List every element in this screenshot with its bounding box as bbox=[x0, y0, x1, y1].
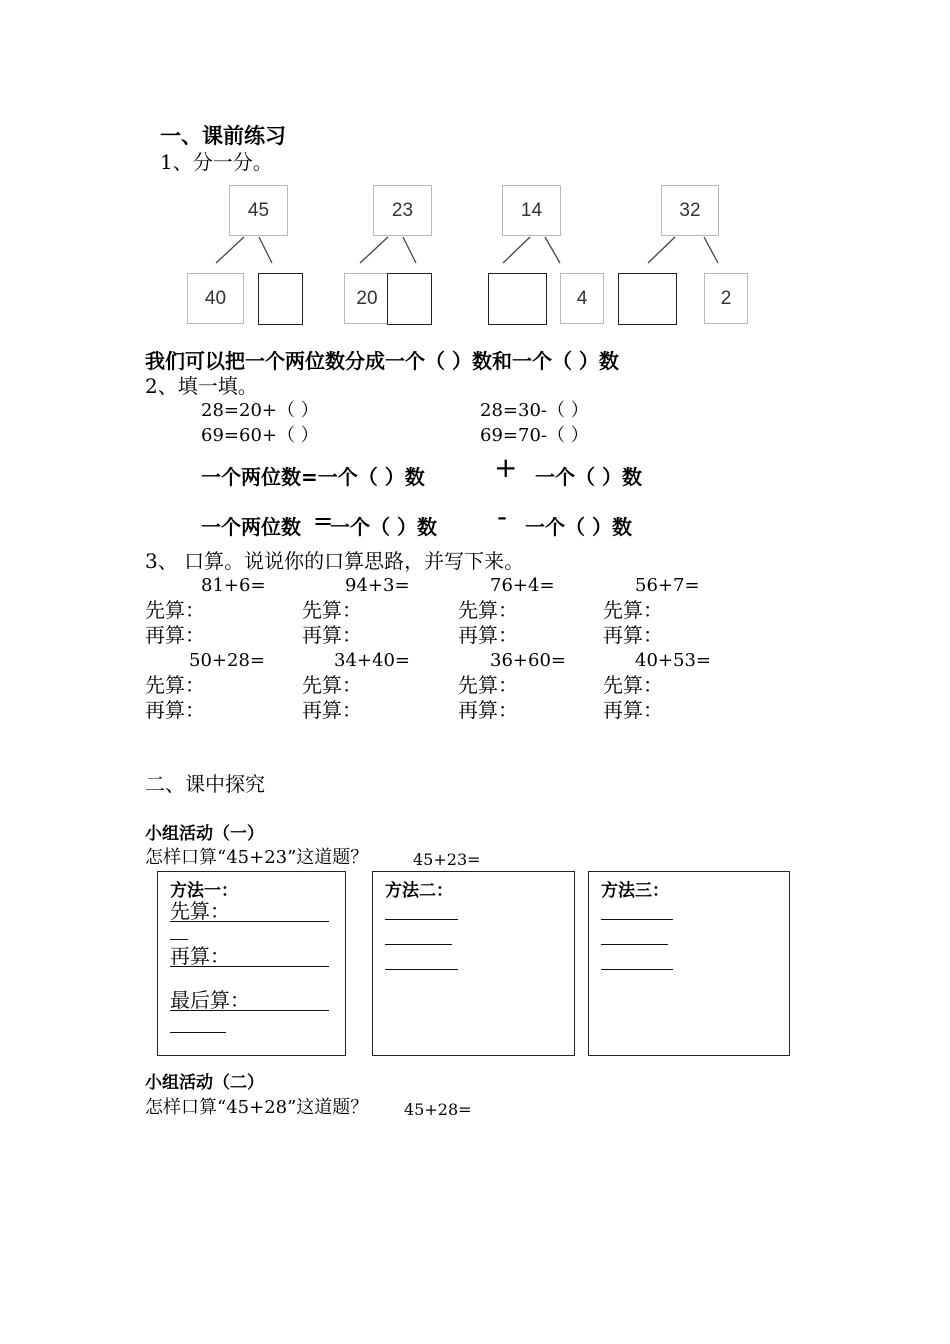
method3-line-2[interactable] bbox=[601, 944, 668, 945]
method1-first-label: 先算： bbox=[170, 899, 230, 923]
then-label: 再算： bbox=[145, 623, 205, 647]
q3-title: 3、 口算。说说你的口算思路，并写下来。 bbox=[145, 549, 525, 573]
then-label: 再算： bbox=[145, 698, 205, 722]
tree1-top-box: 45 bbox=[229, 185, 288, 236]
then-label: 再算： bbox=[603, 698, 663, 722]
tree3-top-box: 14 bbox=[502, 185, 561, 236]
tree2-right-branch bbox=[403, 237, 416, 263]
plus-sign: + bbox=[494, 451, 518, 484]
q1-title: 1、分一分。 bbox=[160, 150, 273, 174]
q3-expr-1: 81+6= bbox=[201, 575, 266, 596]
q3-expr-3: 76+4= bbox=[490, 575, 555, 596]
q3-expr-2: 94+3= bbox=[345, 575, 410, 596]
method1-last-label: 最后算： bbox=[170, 988, 250, 1012]
then-label: 再算： bbox=[603, 623, 663, 647]
tree4-left-branch bbox=[648, 237, 675, 263]
method1-first-line-cont bbox=[170, 939, 188, 940]
method2-line-3[interactable] bbox=[385, 969, 458, 970]
then-label: 再算： bbox=[302, 698, 362, 722]
q3-expr-5: 50+28= bbox=[189, 650, 265, 671]
q2-rule1-right: 一个（ ）数 bbox=[535, 465, 642, 489]
first-label: 先算： bbox=[603, 598, 663, 622]
q2-eq-2: 28=30-（ ） bbox=[480, 400, 589, 421]
q2-rule2-right: 一个（ ）数 bbox=[525, 515, 632, 539]
then-label: 再算： bbox=[458, 698, 518, 722]
first-label: 先算： bbox=[145, 673, 205, 697]
q2-rule1-left: 一个两位数=一个（ ）数 bbox=[201, 465, 425, 489]
activity1-question: 怎样口算“45+23”这道题？ bbox=[145, 847, 369, 868]
tree3-right-branch bbox=[545, 237, 560, 263]
then-label: 再算： bbox=[458, 623, 518, 647]
q2-rule2-left: 一个两位数 bbox=[201, 515, 301, 539]
method1-then-line[interactable] bbox=[170, 966, 329, 967]
tree1-left-box: 40 bbox=[187, 273, 244, 324]
first-label: 先算： bbox=[458, 673, 518, 697]
equals-sign: = bbox=[313, 507, 334, 535]
activity1-title: 小组活动（一） bbox=[145, 824, 264, 844]
q1-conclusion: 我们可以把一个两位数分成一个（ ）数和一个（ ）数 bbox=[145, 349, 619, 373]
activity1-equation: 45+23= bbox=[413, 850, 481, 869]
method1-then-label: 再算： bbox=[170, 944, 230, 968]
q3-expr-7: 36+60= bbox=[490, 650, 566, 671]
tree1-answer-box[interactable] bbox=[258, 273, 303, 325]
section2-title: 二、课中探究 bbox=[145, 772, 265, 796]
tree2-top-box: 23 bbox=[373, 185, 432, 236]
q3-expr-8: 40+53= bbox=[635, 650, 711, 671]
tree3-answer-box[interactable] bbox=[488, 273, 547, 325]
method3-line-3[interactable] bbox=[601, 969, 673, 970]
first-label: 先算： bbox=[145, 598, 205, 622]
tree4-right-box: 2 bbox=[704, 273, 748, 324]
tree1-left-branch bbox=[216, 237, 244, 263]
method1-title: 方法一： bbox=[170, 881, 238, 901]
section1-title: 一、课前练习 bbox=[160, 124, 286, 148]
activity2-title: 小组活动（二） bbox=[145, 1073, 264, 1093]
tree4-answer-box[interactable] bbox=[618, 273, 677, 325]
method2-line-1[interactable] bbox=[385, 919, 458, 920]
activity2-question: 怎样口算“45+28”这道题？ bbox=[145, 1097, 369, 1118]
first-label: 先算： bbox=[458, 598, 518, 622]
first-label: 先算： bbox=[302, 598, 362, 622]
first-label: 先算： bbox=[302, 673, 362, 697]
method1-last-line-cont bbox=[170, 1032, 226, 1033]
tree3-left-branch bbox=[503, 237, 530, 263]
method3-line-1[interactable] bbox=[601, 919, 673, 920]
method2-line-2[interactable] bbox=[385, 944, 452, 945]
tree4-top-box: 32 bbox=[661, 185, 719, 236]
method3-title: 方法三： bbox=[601, 881, 669, 901]
tree1-right-branch bbox=[259, 237, 272, 263]
tree2-left-box: 20 bbox=[344, 273, 390, 324]
tree4-right-branch bbox=[704, 237, 718, 263]
q2-rule2-middle: 一个（ ）数 bbox=[330, 515, 437, 539]
tree2-left-branch bbox=[360, 237, 388, 263]
minus-sign: - bbox=[497, 500, 508, 533]
method1-first-line[interactable] bbox=[170, 921, 329, 922]
method1-last-line[interactable] bbox=[170, 1010, 329, 1011]
q2-eq-4: 69=70-（ ） bbox=[480, 425, 589, 446]
method2-title: 方法二： bbox=[385, 881, 453, 901]
first-label: 先算： bbox=[603, 673, 663, 697]
then-label: 再算： bbox=[302, 623, 362, 647]
q2-title: 2、填一填。 bbox=[145, 374, 258, 398]
tree3-right-box: 4 bbox=[560, 273, 604, 324]
q3-expr-6: 34+40= bbox=[334, 650, 410, 671]
q2-eq-1: 28=20+（ ） bbox=[201, 400, 319, 421]
activity2-equation: 45+28= bbox=[404, 1100, 472, 1119]
tree2-answer-box[interactable] bbox=[387, 273, 432, 325]
q3-expr-4: 56+7= bbox=[635, 575, 700, 596]
decomposition-lines bbox=[0, 0, 950, 400]
q2-eq-3: 69=60+（ ） bbox=[201, 425, 319, 446]
